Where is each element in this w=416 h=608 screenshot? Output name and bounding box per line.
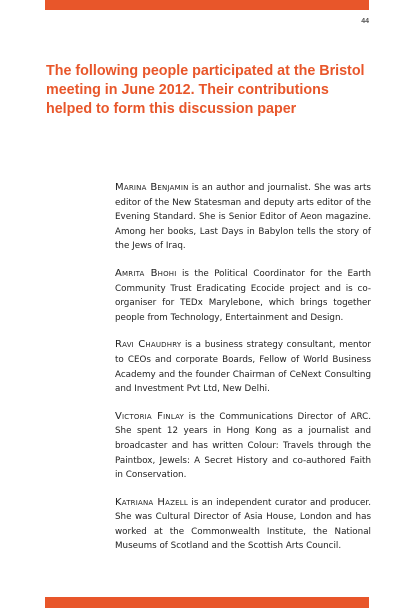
page-heading: The following people participated at the Bristol meeting in June 2012. Their contributions helped to form this discussion paper [46, 63, 365, 117]
bio-name: Amrita Bhohi [115, 267, 177, 279]
bio-katriana-hazell [115, 496, 371, 554]
bio-text: is a business strategy consultant, mentor to CEOs and corporate Boards, Fellow of World Business Academy and the founder Chairman of CeNext Consulting and Investment Pvt Ltd, New Delhi. [115, 340, 371, 395]
top-accent-bar [45, 0, 369, 10]
bio-name: Victoria Finlay [115, 410, 184, 422]
bio-ravi-chaudhry [115, 338, 371, 396]
bio-text: is an author and journalist. She was arts editor of the New Statesman and deputy arts editor of the Evening Standard. She is Senior Editor of Aeon magazine. Among her books, Last Days in Babylon tells the story of the Jews of Iraq. [115, 183, 371, 252]
bio-amrita-bhohi [115, 267, 371, 325]
bio-name: Ravi Chaudhry [115, 339, 182, 351]
bio-text: is the Political Coordinator for the Earth Community Trust Eradicating Ecocide project and is co-organiser for TEDx Marylebone, which brings together people from Technology, Entertainment and Design. [115, 268, 371, 323]
bio-marina-benjamin [115, 181, 371, 254]
bio-name: Marina Benjamin [115, 182, 189, 193]
participant-bios [115, 181, 371, 567]
bio-victoria-finlay [115, 410, 371, 483]
page-number: 44 [361, 18, 369, 25]
bio-name: Katriana Hazell [115, 496, 188, 508]
bio-text: is an independent curator and producer. She was Cultural Director of Asia House, London and has worked at the Commonwealth Institute, the National Museums of Scotland and the Scottish Arts Council. [115, 497, 371, 552]
bottom-accent-bar [45, 597, 369, 608]
bio-text: is the Communications Director of ARC. She spent 12 years in Hong Kong as a journalist and broadcaster and has written Colour: Travels through the Paintbox, Jewels: A Secret History and co-authored Faith in Conservation. [115, 411, 371, 481]
